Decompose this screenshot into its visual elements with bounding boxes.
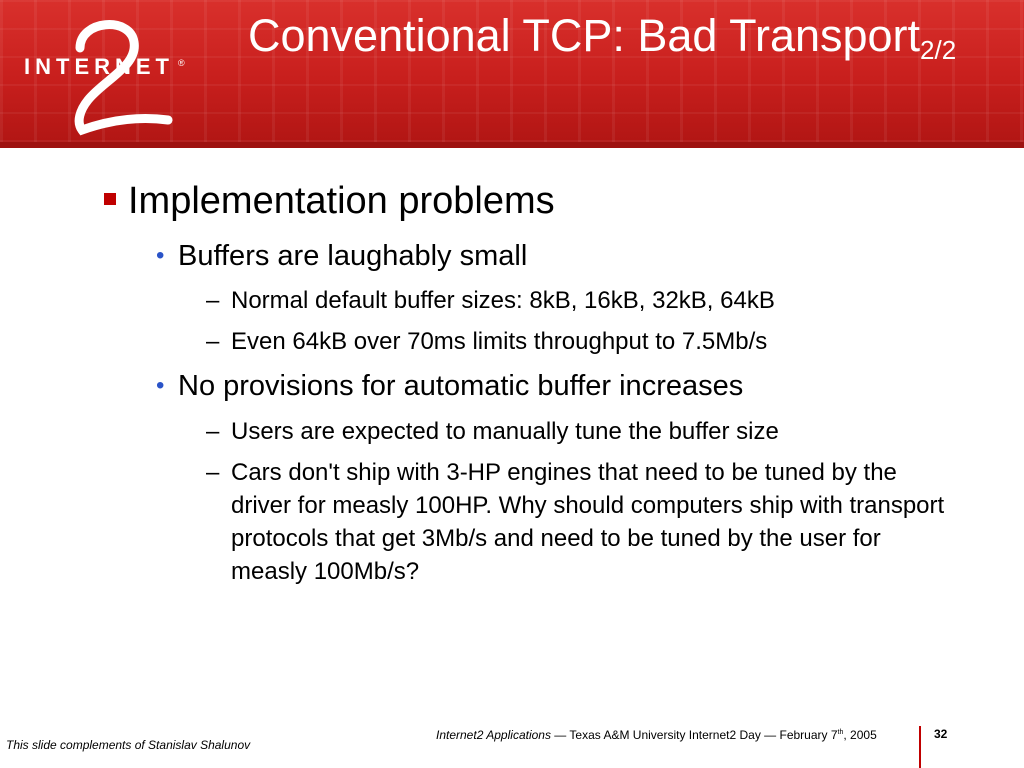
footer-event-year: , 2005 (843, 728, 877, 742)
subbullet-text: Normal default buffer sizes: 8kB, 16kB, 32kB, 64kB (231, 287, 775, 314)
slide-title-text: Conventional TCP: Bad Transport (248, 10, 921, 61)
bullet-level3 (206, 325, 946, 358)
bullet-level3 (206, 456, 946, 588)
page-number: 32 (934, 727, 948, 741)
logo-wordmark: INTERNET (24, 54, 174, 79)
dash-bullet-icon: – (206, 459, 220, 486)
footer-event (436, 728, 877, 742)
heading-text: Implementation problems (128, 180, 555, 222)
svg-text:®: ® (178, 58, 185, 68)
bullet-level2 (156, 238, 936, 274)
slide-title-subscript: 2/2 (920, 35, 957, 65)
slide-header-banner (0, 0, 1024, 142)
bullet-level3 (206, 415, 946, 448)
footer-event-sup: th (837, 729, 844, 736)
internet2-logo-icon (18, 8, 198, 138)
dash-bullet-icon: – (206, 287, 220, 314)
dash-bullet-icon: – (206, 418, 220, 445)
slide-title (248, 10, 988, 65)
subbullet-text: Cars don't ship with 3-HP engines that need to be tuned by the driver for measly 100HP. Why should computers ship with transport protocols that get 3Mb/s and need to be tuned by the user for measly 100Mb/s? (231, 459, 945, 585)
footer-event-italic: Internet2 Applications (436, 728, 551, 742)
header-divider (0, 142, 1024, 148)
square-bullet-icon (104, 193, 116, 205)
dot-bullet-icon: • (156, 242, 165, 269)
internet2-logo (18, 8, 198, 138)
footer-event-text: — Texas A&M University Internet2 Day — February 7 (550, 728, 838, 742)
subbullet-text: Users are expected to manually tune the buffer size (231, 418, 779, 445)
bullet-text: Buffers are laughably small (178, 240, 528, 272)
bullet-level3 (206, 284, 946, 317)
dash-bullet-icon: – (206, 328, 220, 355)
footer-divider (919, 726, 921, 768)
footer-credit: This slide complements of Stanislav Shalunov (6, 738, 251, 752)
bullet-level1 (104, 178, 924, 224)
bullet-level2 (156, 368, 936, 404)
dot-bullet-icon: • (156, 372, 165, 399)
subbullet-text: Even 64kB over 70ms limits throughput to 7.5Mb/s (231, 328, 768, 355)
bullet-text: No provisions for automatic buffer increases (178, 370, 744, 402)
